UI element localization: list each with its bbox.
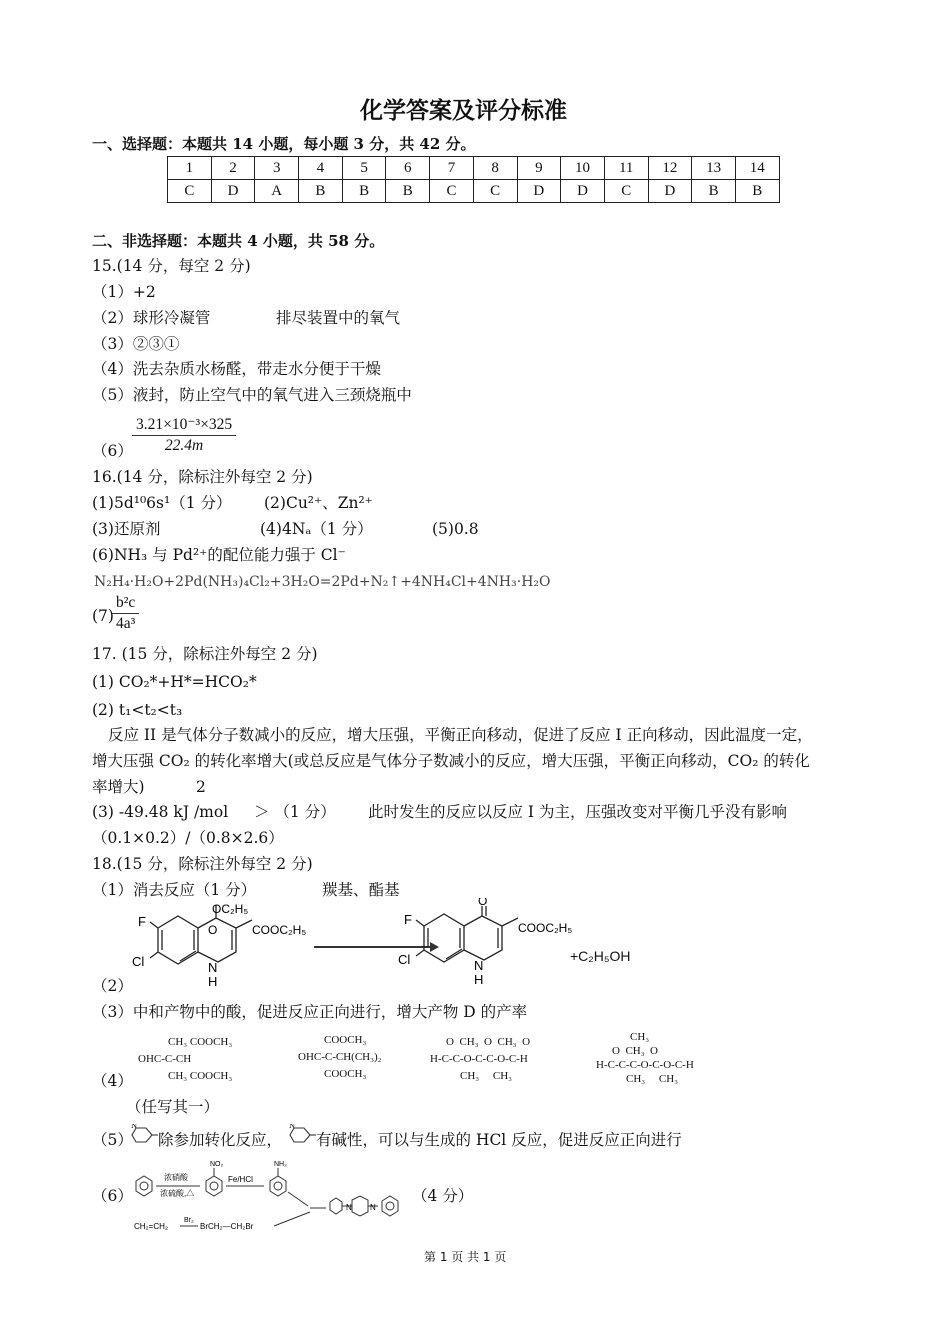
q16-answer-5: (5)0.8 xyxy=(432,520,479,538)
q17-header: 17. (15 分，除标注外每空 2 分) xyxy=(92,645,318,663)
question-number-cell: 1 xyxy=(168,157,212,180)
q18-answer-6-score: （4 分） xyxy=(412,1187,474,1205)
n-label: N xyxy=(370,1203,376,1212)
fraction-denominator: 4a³ xyxy=(116,615,136,632)
label-ester: COOC₂H₅ xyxy=(518,921,573,935)
fraction-denominator: 22.4m xyxy=(164,437,204,454)
label-nitrogen: N xyxy=(208,960,218,975)
answer-cell: C xyxy=(430,180,474,203)
isomer-4 xyxy=(596,1030,694,1086)
q17-paragraph-value: 2 xyxy=(196,778,206,796)
q16-answer-6: (6)NH₃ 与 Pd²⁺的配位能力强于 Cl⁻ xyxy=(92,546,346,564)
q18-answer-1a: （1）消去反应（1 分） xyxy=(92,881,257,899)
page-title: 化学答案及评分标准 xyxy=(360,98,567,124)
q18-answer-3: （3）中和产物中的酸，促进反应正向进行，增大产物 D 的产率 xyxy=(92,1003,528,1021)
question-number-cell: 6 xyxy=(386,157,430,180)
isomer-4-line: O CH₃ O xyxy=(612,1045,659,1057)
answer-cell: A xyxy=(255,180,299,203)
byproduct: +C₂H₅OH xyxy=(570,948,631,964)
q16-header: 16.(14 分，除标注外每空 2 分) xyxy=(92,468,313,486)
q18-answer-1b: 羰基、酯基 xyxy=(322,881,400,899)
q17-answer-3a: (3) -49.48 kJ /mol xyxy=(92,803,229,821)
isomer-4-line: CH₃ CH₃ xyxy=(626,1073,678,1085)
label-hydrogen: H xyxy=(208,974,218,989)
answer-cell: B xyxy=(692,180,736,203)
isomer-3 xyxy=(430,1034,530,1085)
reagent-sulfuric-acid: 浓硫酸,△ xyxy=(160,1189,195,1198)
q15-header: 15.(14 分，每空 2 分) xyxy=(92,257,251,275)
q16-answer-2: (2)Cu²⁺、Zn²⁺ xyxy=(264,494,373,512)
q15-answer-2b: 排尽装置中的氧气 xyxy=(276,309,401,327)
q15-answer-3: （3）②③① xyxy=(92,335,180,353)
isomer-3-line: O CH₃ O CH₃ O xyxy=(446,1036,531,1048)
answer-cell: B xyxy=(342,180,386,203)
q18-answer-6-label: （6） xyxy=(92,1187,133,1205)
q17-answer-3d: （0.1×0.2）/（0.8×2.6） xyxy=(92,829,284,847)
page-footer: 第 1 页 共 1 页 xyxy=(424,1250,507,1264)
label-chlorine: Cl xyxy=(132,954,145,969)
answer-cell: C xyxy=(604,180,648,203)
q18-answer-4-label: （4） xyxy=(92,1072,133,1090)
product-structure xyxy=(394,898,584,993)
q16-answer-7-fraction xyxy=(112,594,139,633)
answer-cell: D xyxy=(517,180,561,203)
question-number-cell: 13 xyxy=(692,157,736,180)
q15-answer-1: （1）+2 xyxy=(92,283,156,301)
answer-cell: D xyxy=(211,180,255,203)
isomer-1-line: CH₃ COOCH₃ xyxy=(168,1070,233,1082)
piperazine-icon xyxy=(288,1124,318,1150)
question-number-cell: 9 xyxy=(517,157,561,180)
label-dibromoethane: BrCH₂—CH₂Br xyxy=(200,1222,254,1231)
q18-answer-5-text2: 有碱性，可以与生成的 HCl 反应，促进反应正向进行 xyxy=(316,1131,682,1149)
label-hydrogen: H xyxy=(474,972,484,987)
n-label: N xyxy=(131,1124,138,1130)
synthesis-route xyxy=(130,1150,430,1245)
isomer-2-line: COOCH₃ xyxy=(324,1068,367,1080)
q15-answer-2a: （2）球形冷凝管 xyxy=(92,309,211,327)
isomer-4-line: H-C-C-C-O-C-O-C-H xyxy=(596,1059,694,1071)
q17-answer-2: (2) t₁<t₂<t₃ xyxy=(92,701,183,719)
answer-cell: D xyxy=(561,180,605,203)
q16-answer-3: (3)还原剂 xyxy=(92,520,161,538)
isomer-1-line: OHC-C-CH xyxy=(138,1053,192,1065)
q16-answer-1: (1)5d¹⁰6s¹（1 分） xyxy=(92,494,232,512)
reagent-fe-hcl: Fe/HCl xyxy=(228,1175,253,1184)
question-number-cell: 3 xyxy=(255,157,299,180)
q17-paragraph-line-1: 反应 II 是气体分子数减小的反应，增大压强，平衡正向移动，促进了反应 I 正向移动，因此温度一定， xyxy=(108,726,813,744)
answer-cell: D xyxy=(648,180,692,203)
isomer-1 xyxy=(138,1034,232,1085)
q17-paragraph-line-2: 增大压强 CO₂ 的转化率增大(或总反应是气体分子数减小的反应，增大压强，平衡正向移动，CO₂ 的转化 xyxy=(92,752,810,770)
question-number-cell: 14 xyxy=(735,157,779,180)
q18-header: 18.(15 分，除标注外每空 2 分) xyxy=(92,855,313,873)
n-label: N xyxy=(289,1124,296,1130)
reagent-bromine: Br₂ xyxy=(184,1217,194,1224)
q18-answer-2-label: （2） xyxy=(92,977,133,995)
answer-table-answers xyxy=(168,180,780,203)
label-ketone-o: O xyxy=(478,898,488,908)
isomer-2-line: COOCH₃ xyxy=(324,1034,367,1046)
n-label: N xyxy=(346,1203,352,1212)
q15-answer-5: （5）液封，防止空气中的氧气进入三颈烧瓶中 xyxy=(92,386,412,404)
label-nitro: NO₂ xyxy=(210,1161,224,1168)
fraction-numerator: b²c xyxy=(112,594,139,614)
question-number-cell: 8 xyxy=(473,157,517,180)
reagent-nitric-acid: 浓硝酸 xyxy=(164,1173,188,1182)
q17-answer-3b: ＞ （1 分） xyxy=(254,803,336,821)
label-ethylene: CH₂=CH₂ xyxy=(134,1222,168,1231)
piperazine-icon xyxy=(130,1124,160,1150)
isomer-2-line: OHC-C-CH(CH₃)₂ xyxy=(298,1051,382,1063)
isomer-2 xyxy=(298,1032,381,1083)
q15-answer-6-label: （6） xyxy=(92,442,133,460)
answer-cell: B xyxy=(299,180,343,203)
q16-answer-4: (4)4Nₐ（1 分） xyxy=(260,520,373,538)
answer-cell: B xyxy=(735,180,779,203)
question-number-cell: 10 xyxy=(561,157,605,180)
isomer-3-line: H-C-C-O-C-C-O-C-H xyxy=(430,1053,528,1065)
label-fluorine: F xyxy=(138,914,146,929)
fraction-numerator: 3.21×10⁻³×325 xyxy=(132,416,236,436)
answer-table-numbers xyxy=(168,157,780,180)
question-number-cell: 11 xyxy=(604,157,648,180)
question-number-cell: 12 xyxy=(648,157,692,180)
question-number-cell: 2 xyxy=(211,157,255,180)
q17-answer-1: (1) CO₂*+H*=HCO₂* xyxy=(92,673,257,691)
label-ester: COOC₂H₅ xyxy=(252,923,307,937)
isomer-1-line: CH₃ COOCH₃ xyxy=(168,1036,233,1048)
answer-cell: B xyxy=(386,180,430,203)
label-nitrogen: N xyxy=(474,958,484,973)
reactant-structure xyxy=(128,900,318,997)
q15-answer-6-fraction xyxy=(132,416,236,455)
answer-table xyxy=(167,156,780,203)
q15-answer-4: （4）洗去杂质水杨醛，带走水分便于干燥 xyxy=(92,360,381,378)
label-chlorine: Cl xyxy=(398,952,411,967)
label-carbonyl-o: O xyxy=(208,923,218,937)
question-number-cell: 7 xyxy=(430,157,474,180)
label-amino: NH₂ xyxy=(274,1161,287,1168)
label-fluorine: F xyxy=(404,912,412,927)
isomer-4-line: CH₃ xyxy=(630,1031,650,1043)
question-number-cell: 4 xyxy=(299,157,343,180)
q18-answer-4-note: （任写其一） xyxy=(126,1098,220,1116)
q17-answer-3c: 此时发生的反应以反应 I 为主，压强改变对平衡几乎没有影响 xyxy=(368,803,787,821)
section-heading-choice: 一、选择题：本题共 14 小题，每小题 3 分，共 42 分。 xyxy=(92,135,476,153)
answer-cell: C xyxy=(473,180,517,203)
q16-equation: N₂H₄·H₂O+2Pd(NH₃)₄Cl₂+3H₂O=2Pd+N₂↑+4NH₄Cl+4NH₃·H₂O xyxy=(94,574,551,590)
question-number-cell: 5 xyxy=(342,157,386,180)
label-ethoxy: OC₂H₅ xyxy=(212,902,249,916)
isomer-3-line: CH₃ CH₃ xyxy=(460,1070,512,1082)
q16-answer-7-label: (7) xyxy=(92,607,114,625)
answer-cell: C xyxy=(168,180,212,203)
q17-paragraph-line-3: 率增大) xyxy=(92,778,145,796)
q18-answer-5-text1: 除参加转化反应， xyxy=(158,1131,283,1149)
q18-answer-5-label: （5） xyxy=(92,1131,133,1149)
section-heading-nonchoice: 二、非选择题：本题共 4 小题，共 58 分。 xyxy=(92,232,385,250)
